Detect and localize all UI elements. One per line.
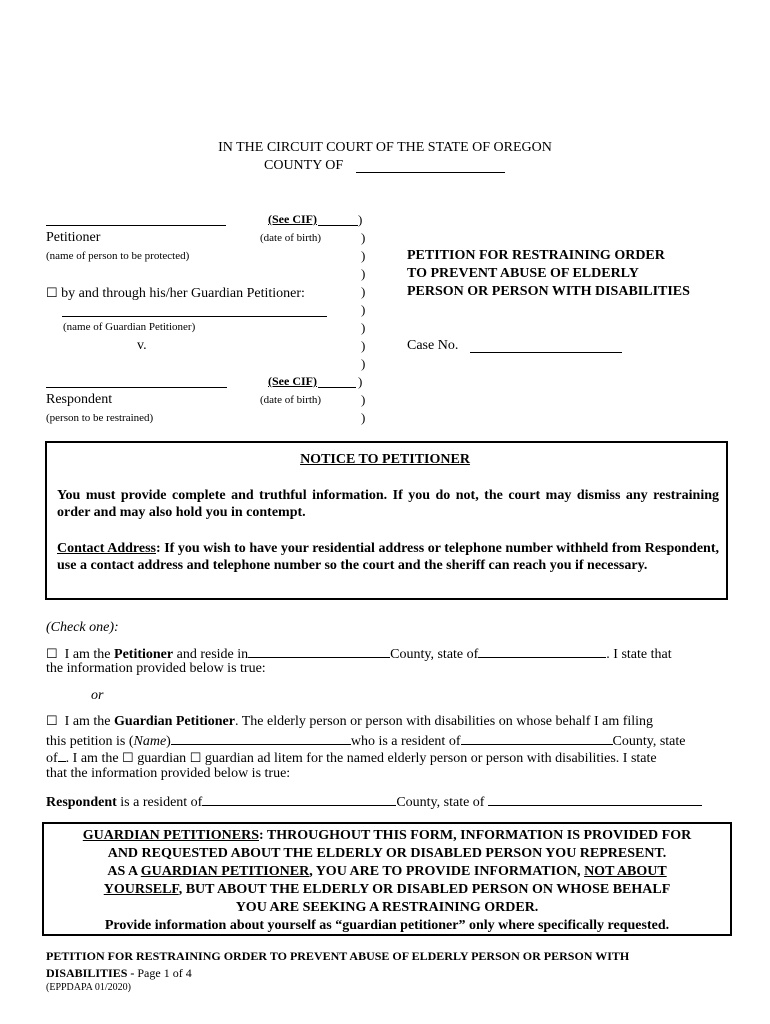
petitioner-county-blank[interactable] — [248, 644, 390, 658]
guardian-box-underlined: NOT ABOUT — [584, 864, 667, 879]
guardian-box-line-6: Provide information about yourself as “guardian petitioner” only where specifically requested. — [104, 918, 670, 933]
respondent-label: Respondent — [46, 392, 113, 407]
paren: ) — [361, 410, 366, 425]
case-number-label: Case No. — [407, 338, 459, 353]
or-label: or — [91, 688, 104, 703]
footer-title-line-1 — [46, 949, 629, 964]
footer-title-text: PETITION FOR RESTRAINING ORDER TO PREVENT ABUSE OF ELDERLY PERSON OR PERSON WITH — [46, 949, 630, 963]
option-text: I am the — [64, 714, 115, 729]
paren: ) — [361, 302, 366, 317]
option-bold-text: Respondent — [46, 795, 117, 810]
guardian-box-underlined: GUARDIAN PETITIONERS — [82, 828, 259, 843]
versus-label: v. — [137, 338, 147, 353]
option-text: of — [46, 751, 58, 766]
protected-person-county-blank[interactable] — [461, 731, 613, 745]
guardian-petitioner-text: by and through his/her Guardian Petitioner: — [61, 286, 305, 301]
footer-form-code: (EPPDAPA 01/2020) — [46, 982, 131, 993]
option-text: I am the — [64, 647, 115, 662]
petitioner-subcaption: (name of person to be protected) — [46, 250, 190, 262]
option-text: County, state of — [396, 795, 485, 810]
petitioner-label: Petitioner — [46, 230, 101, 245]
guardian-box-line-1 — [42, 828, 732, 844]
option-text: . I am the — [65, 751, 119, 766]
paren: ) — [361, 230, 366, 245]
guardian-box-line-5: YOU ARE SEEKING A RESTRAINING ORDER. — [235, 900, 539, 915]
see-cif-petitioner: (See CIF) — [268, 212, 317, 226]
option-bold-text: Petitioner — [114, 647, 174, 662]
option-text: ) — [166, 734, 171, 749]
county-blank[interactable] — [356, 172, 505, 173]
paren: ) — [361, 356, 366, 371]
see-cif-underline-1 — [318, 225, 358, 226]
paren: ) — [361, 248, 366, 263]
petitioner-option-checkbox-icon[interactable]: ☐ — [46, 646, 58, 661]
respondent-state-blank[interactable] — [488, 792, 702, 806]
respondent-residence-line — [46, 792, 702, 811]
guardian-box-line-4 — [42, 882, 732, 898]
option-text: who is a resident of — [350, 734, 461, 749]
guardian-box-underlined: GUARDIAN PETITIONER — [140, 864, 310, 879]
paren: ) — [361, 266, 366, 281]
form-title-line-1: PETITION FOR RESTRAINING ORDER — [407, 248, 665, 263]
option-text: . The elderly person or person with disabilities on whose behalf I am filing — [234, 714, 654, 729]
guardian-box-line-3 — [42, 864, 732, 880]
respondent-name-blank[interactable] — [46, 387, 227, 388]
paren: ) — [361, 338, 366, 353]
see-cif-respondent: (See CIF) — [268, 374, 317, 388]
option-guardian-line-1 — [46, 713, 653, 730]
option-text: is a resident of — [116, 795, 203, 810]
footer-page-number: Page 1 of 4 — [134, 966, 192, 980]
guardian-box-underlined: YOURSELF — [103, 882, 179, 897]
paren: ) — [358, 212, 363, 227]
guardian-name-blank[interactable] — [62, 316, 327, 317]
petitioner-dob-label: (date of birth) — [260, 232, 322, 244]
respondent-subcaption: (person to be restrained) — [46, 412, 154, 424]
notice-paragraph-contact — [57, 540, 719, 574]
guardian-checkbox-icon[interactable]: ☐ — [46, 285, 58, 300]
protected-person-state-blank[interactable] — [58, 748, 66, 762]
check-one-label: (Check one): — [46, 620, 119, 635]
guardian-role-checkbox-icon[interactable]: ☐ — [122, 750, 134, 765]
petitioner-state-blank[interactable] — [478, 644, 606, 658]
option-italic-text: Name — [133, 734, 167, 749]
option-text: and reside in — [173, 647, 249, 662]
guardian-option-checkbox-icon[interactable]: ☐ — [46, 713, 58, 728]
option-guardian-line-3 — [46, 748, 657, 767]
option-text: . I state that — [606, 647, 672, 662]
guardian-ad-litem-checkbox-icon[interactable]: ☐ — [189, 750, 202, 765]
paren: ) — [361, 320, 366, 335]
option-guardian-line-4: that the information provided below is true: — [46, 766, 291, 781]
option-text: guardian — [137, 751, 187, 766]
option-text: County, state of — [390, 647, 479, 662]
protected-person-name-blank[interactable] — [171, 731, 351, 745]
option-text: County, state — [612, 734, 686, 749]
paren: ) — [361, 284, 366, 299]
petitioner-name-blank[interactable] — [46, 225, 226, 226]
guardian-box-line-2: AND REQUESTED ABOUT THE ELDERLY OR DISABLED PERSON YOU REPRESENT. — [107, 846, 667, 861]
court-heading: IN THE CIRCUIT COURT OF THE STATE OF OREGON — [218, 140, 552, 155]
guardian-subcaption: (name of Guardian Petitioner) — [63, 321, 196, 333]
guardian-box-text: , YOU ARE TO PROVIDE INFORMATION, — [309, 864, 585, 879]
footer-title-text: DISABILITIES - — [46, 966, 135, 980]
respondent-county-blank[interactable] — [202, 792, 396, 806]
paren: ) — [358, 374, 363, 389]
notice-heading: NOTICE TO PETITIONER — [300, 452, 470, 467]
paren: ) — [361, 392, 366, 407]
guardian-box-text: AS A — [107, 864, 141, 879]
contact-address-text: : If you wish to have your residential address or telephone number withheld from Respondent, use a contact address and telephone number so the court and the sheriff can reach you if necessary. — [57, 541, 720, 573]
option-text: this petition is ( — [46, 734, 134, 749]
case-number-blank[interactable] — [470, 352, 622, 353]
contact-address-label: Contact Address — [57, 541, 156, 556]
option-bold-text: Guardian Petitioner — [114, 714, 235, 729]
footer-title-line-2 — [46, 966, 192, 981]
option-petitioner-line-2: the information provided below is true: — [46, 661, 266, 676]
respondent-dob-label: (date of birth) — [260, 394, 322, 406]
county-label: COUNTY OF — [264, 158, 344, 173]
see-cif-underline-2 — [318, 387, 356, 388]
guardian-box-text: , BUT ABOUT THE ELDERLY OR DISABLED PERSON ON WHOSE BEHALF — [178, 882, 671, 897]
guardian-box-text: : THROUGHOUT THIS FORM, INFORMATION IS PROVIDED FOR — [258, 828, 692, 843]
notice-paragraph-1: You must provide complete and truthful information. If you do not, the court may dismiss any restraining order and may also hold you in contempt. — [57, 488, 719, 520]
form-title-line-2: TO PREVENT ABUSE OF ELDERLY — [407, 266, 639, 281]
guardian-petitioner-row — [46, 285, 305, 302]
form-title-line-3: PERSON OR PERSON WITH DISABILITIES — [407, 284, 690, 299]
option-text: guardian ad litem for the named elderly person or person with disabilities. I state — [204, 751, 657, 766]
